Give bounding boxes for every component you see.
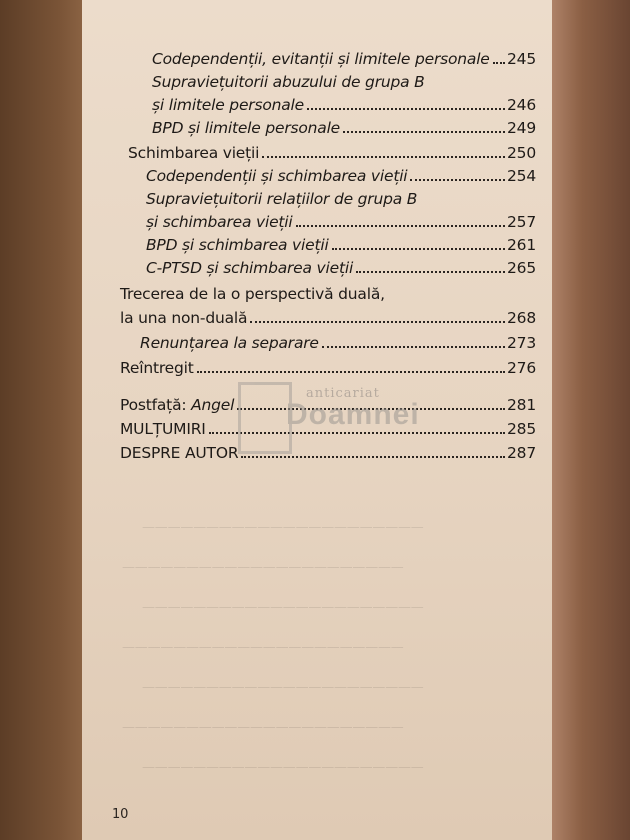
toc-entry-title: BPD și limitele personale — [152, 119, 341, 137]
toc-entry — [120, 355, 536, 377]
dot-leader — [250, 321, 505, 323]
toc-entry-title: și limitele personale — [152, 96, 304, 114]
toc-entry-title: și schimbarea vieții — [146, 213, 293, 231]
background-left — [0, 0, 85, 840]
toc-entry-title: Supraviețuitorii abuzului de grupa B — [152, 73, 425, 91]
toc-entry-title — [120, 396, 234, 414]
toc-entry-continued — [120, 281, 385, 303]
toc-entry — [146, 163, 536, 185]
toc-entry-page: 287 — [507, 444, 536, 462]
toc-entry-title: Trecerea de la o perspectivă duală, — [120, 285, 385, 303]
toc-entry-title-italic: Angel — [191, 396, 235, 414]
dot-leader — [410, 179, 505, 181]
show-through-text: —————————————————————— —————————————————————— —————————————————————— —————————————————————— —————————————————————— —————————————————————— —————————————————————— — [122, 520, 424, 775]
toc-entry — [152, 92, 536, 114]
toc-entry-title: Renunțarea la separare — [140, 334, 319, 352]
toc-entry-page: 257 — [507, 213, 536, 231]
toc-entry-page: 276 — [507, 359, 536, 377]
watermark-logo — [238, 382, 420, 452]
toc-entry-page: 246 — [507, 96, 536, 114]
toc-entry-title: la una non-duală — [120, 309, 248, 327]
dot-leader — [356, 271, 505, 273]
toc-entry-title: C-PTSD și schimbarea vieții — [146, 259, 354, 277]
toc-entry — [146, 209, 536, 231]
toc-entry-page: 254 — [507, 167, 536, 185]
dot-leader — [322, 346, 505, 348]
toc-entry — [120, 305, 536, 327]
toc-entry — [140, 330, 536, 352]
dot-leader — [307, 108, 505, 110]
toc-entry-page: 245 — [507, 50, 536, 68]
watermark-big-text: Doamnei — [286, 398, 420, 431]
toc-entry — [146, 255, 536, 277]
background-right — [550, 0, 630, 840]
dot-leader — [197, 371, 505, 373]
toc-entry-title-prefix: Postfață: — [120, 396, 192, 414]
toc-entry — [152, 115, 536, 137]
toc-entry-page: 273 — [507, 334, 536, 352]
toc-entry-title: Codependenții și schimbarea vieții — [146, 167, 408, 185]
toc-entry-title: DESPRE AUTOR — [120, 444, 239, 462]
toc-entry-page: 281 — [507, 396, 536, 414]
toc-entry-page: 249 — [507, 119, 536, 137]
toc-entry-continued — [152, 69, 425, 91]
watermark-frame — [238, 382, 292, 454]
book-page — [82, 0, 552, 840]
toc-entry-page: 268 — [507, 309, 536, 327]
toc-entry-title: Reîntregit — [120, 359, 194, 377]
toc-entry-page: 285 — [507, 420, 536, 438]
toc-entry — [152, 46, 536, 68]
dot-leader — [493, 62, 505, 64]
page-number: 10 — [112, 807, 129, 822]
watermark-small-text: anticariat — [306, 386, 380, 401]
toc-entry-title: BPD și schimbarea vieții — [146, 236, 329, 254]
dot-leader — [343, 131, 505, 133]
dot-leader — [296, 225, 505, 227]
toc-entry-page: 261 — [507, 236, 536, 254]
toc-entry-title: MULȚUMIRI — [120, 420, 206, 438]
toc-entry-title: Schimbarea vieții — [128, 144, 260, 162]
toc-entry — [128, 140, 536, 162]
dot-leader — [262, 156, 505, 158]
toc-entry-continued — [146, 186, 417, 208]
toc-entry-page: 265 — [507, 259, 536, 277]
toc-entry-title: Supraviețuitorii relațiilor de grupa B — [146, 190, 418, 208]
dot-leader — [332, 248, 505, 250]
toc-entry-page: 250 — [507, 144, 536, 162]
toc-entry-title: Codependenții, evitanții și limitele personale — [152, 50, 490, 68]
toc-entry — [146, 232, 536, 254]
dot-leader — [241, 456, 505, 458]
